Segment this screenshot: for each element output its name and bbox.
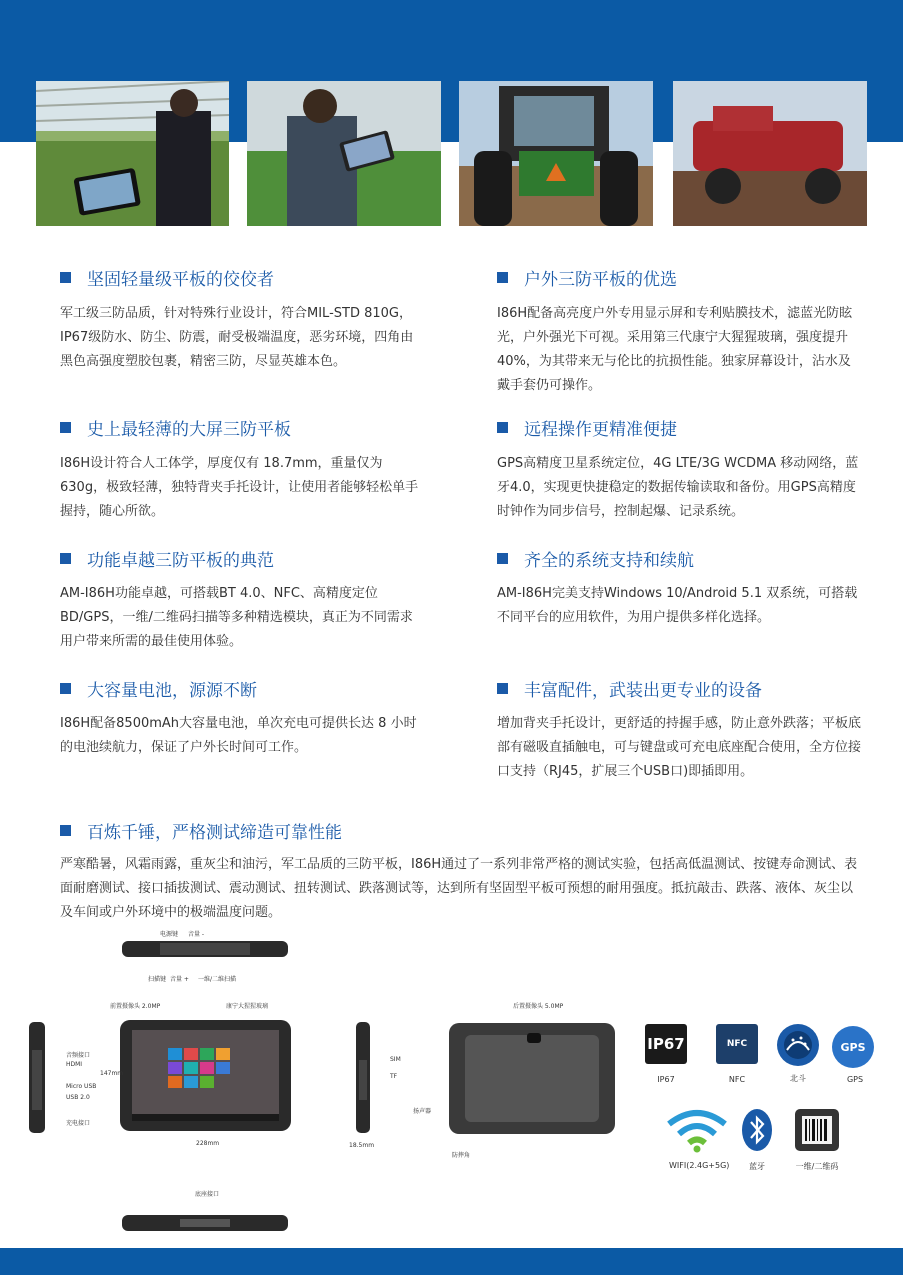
label-hdmi: HDMI — [66, 1061, 83, 1068]
section-body: I86H配备高亮度户外专用显示屏和专利贴膜技术，滤蓝光防眩光，户外强光下可视。采用第三代康宁大猩猩玻璃，强度提升40%，为其带来无与伦比的抗损性能。独家屏幕设计，沾水及戴手套仍可操作。 — [497, 306, 853, 393]
photo-man-with-tablet — [247, 81, 441, 226]
feature-label: GPS — [846, 1075, 864, 1084]
section-heading — [497, 676, 762, 701]
section-body: 军工级三防品质，针对特殊行业设计，符合MIL-STD 810G，IP67级防水、防尘、防震，耐受极端温度，恶劣环境，四角由黑色高强度塑胶包裹，精密三防，尽显英雄本色。 — [60, 306, 414, 369]
wifi-icon — [665, 1108, 729, 1153]
nfc-icon: NFC — [716, 1024, 758, 1064]
feature-label: WIFI(2.4G+5G) — [669, 1161, 730, 1170]
heading-text: 户外三防平板的优选 — [524, 270, 677, 290]
label-charge-port: 充电接口 — [66, 1120, 91, 1127]
bullet-square-icon — [60, 422, 71, 433]
section-heading — [60, 546, 274, 571]
bullet-square-icon — [497, 553, 508, 564]
section-body: 增加背夹手托设计，更舒适的持握手感，防止意外跌落；平板底部有磁吸直插触电，可与键盘或可充电底座配合使用，全方位接口支持（RJ45，扩展三个USB口)即插即用。 — [497, 716, 862, 779]
photo-seeder-machine — [673, 81, 867, 226]
beidou-icon — [775, 1022, 821, 1068]
section-body: I86H设计符合人工体学，厚度仅有 18.7mm，重量仅为 630g，极致轻薄，独特背夹手托设计，让使用者能够轻松单手握持，随心所欲。 — [60, 456, 419, 519]
label-volume-down: 音量 - — [188, 931, 205, 938]
feature-label: NFC — [728, 1075, 746, 1084]
feature-label: IP67 — [657, 1075, 675, 1084]
tablet-right-side-drawing — [353, 1020, 373, 1135]
label-rear-camera: 后置摄像头 5.0MP — [513, 1003, 564, 1010]
bullet-square-icon — [497, 422, 508, 433]
bullet-square-icon — [60, 825, 71, 836]
section-heading — [60, 265, 274, 290]
bluetooth-icon — [741, 1108, 773, 1152]
label-height: 147mm — [100, 1070, 124, 1077]
bullet-square-icon — [497, 272, 508, 283]
section-heading — [497, 546, 694, 571]
label-sim: SIM — [390, 1056, 401, 1063]
label-volume-up: 音量 + — [170, 976, 189, 983]
bullet-square-icon — [497, 683, 508, 694]
heading-text: 丰富配件，武装出更专业的设备 — [524, 681, 762, 701]
tablet-top-edge-drawing — [120, 937, 290, 962]
section-body: AM-I86H功能卓越，可搭载BT 4.0、NFC、高精度定位BD/GPS，一维/二维码扫描等多种精选模块，真正为不同需求用户带来所需的最佳使用体验。 — [60, 586, 413, 649]
label-width: 228mm — [196, 1140, 220, 1147]
label-front-camera: 前置摄像头 2.0MP — [110, 1003, 161, 1010]
feature-label: 蓝牙 — [749, 1162, 765, 1171]
label-usb2: USB 2.0 — [66, 1094, 90, 1101]
label-gorilla-glass: 康宁大猩猩玻璃 — [226, 1003, 269, 1010]
bullet-square-icon — [60, 272, 71, 283]
photo-tractor — [459, 81, 653, 226]
heading-text: 史上最轻薄的大屏三防平板 — [87, 420, 291, 440]
label-dock-port: 底座接口 — [195, 1191, 220, 1198]
heading-text: 功能卓越三防平板的典范 — [87, 551, 274, 571]
label-audio-jack: 音频接口 — [66, 1052, 91, 1059]
label-bumper-corner: 防摔角 — [452, 1152, 471, 1159]
heading-text: 百炼千锤，严格测试缔造可靠性能 — [87, 823, 342, 843]
section-heading — [60, 818, 342, 843]
label-power-key: 电源键 — [160, 931, 179, 938]
feature-label: 北斗 — [790, 1074, 806, 1083]
section-body: GPS高精度卫星系统定位，4G LTE/3G WCDMA 移动网络，蓝牙4.0，实现更快捷稳定的数据传输读取和备份。用GPS高精度时钟作为同步信号，控制起爆、记录系统。 — [497, 456, 859, 519]
tablet-left-side-drawing — [26, 1020, 48, 1135]
tablet-front-drawing — [118, 1018, 293, 1133]
barcode-icon — [794, 1108, 840, 1152]
section-body-wide: 严寒酷暑，风霜雨露，重灰尘和油污，军工品质的三防平板，I86H通过了一系列非常严格的测试实验，包括高低温测试、按键寿命测试、表面耐磨测试、接口插拔测试、震动测试、扭转测试、跌落测试等，达到所有坚固型平板可预想的耐用强度。抵抗敲击、跌落、液体、灰尘以及车间或户外环境中的极端温度问题。 — [60, 857, 858, 920]
bullet-square-icon — [60, 683, 71, 694]
section-heading — [497, 265, 677, 290]
section-heading — [60, 415, 291, 440]
section-body: AM-I86H完美支持Windows 10/Android 5.1 双系统，可搭载不同平台的应用软件，为用户提供多样化选择。 — [497, 586, 858, 625]
heading-text: 远程操作更精准便捷 — [524, 420, 677, 440]
label-speaker: 扬声器 — [413, 1108, 432, 1115]
section-heading — [60, 676, 257, 701]
tablet-back-drawing — [447, 1021, 617, 1136]
label-scan-key: 扫描键 — [148, 976, 167, 983]
label-barcode-scan: 一维/二维扫描 — [198, 976, 237, 983]
feature-label: 一维/二维码 — [795, 1162, 839, 1171]
bottom-banner — [0, 1248, 903, 1275]
gps-icon: GPS — [832, 1026, 874, 1068]
section-heading — [497, 415, 677, 440]
ip67-icon: IP67 — [645, 1024, 687, 1064]
photo-greenhouse-tablet — [36, 81, 229, 226]
label-tf: TF — [390, 1073, 398, 1080]
heading-text: 齐全的系统支持和续航 — [524, 551, 694, 571]
tablet-bottom-edge-drawing — [120, 1212, 290, 1234]
label-micro-usb: Micro USB — [66, 1083, 97, 1090]
heading-text: 坚固轻量级平板的佼佼者 — [87, 270, 274, 290]
heading-text: 大容量电池，源源不断 — [87, 681, 257, 701]
section-body: I86H配备8500mAh大容量电池，单次充电可提供长达 8 小时的电池续航力，保证了户外长时间可工作。 — [60, 716, 417, 755]
bullet-square-icon — [60, 553, 71, 564]
label-thickness: 18.5mm — [349, 1142, 375, 1149]
